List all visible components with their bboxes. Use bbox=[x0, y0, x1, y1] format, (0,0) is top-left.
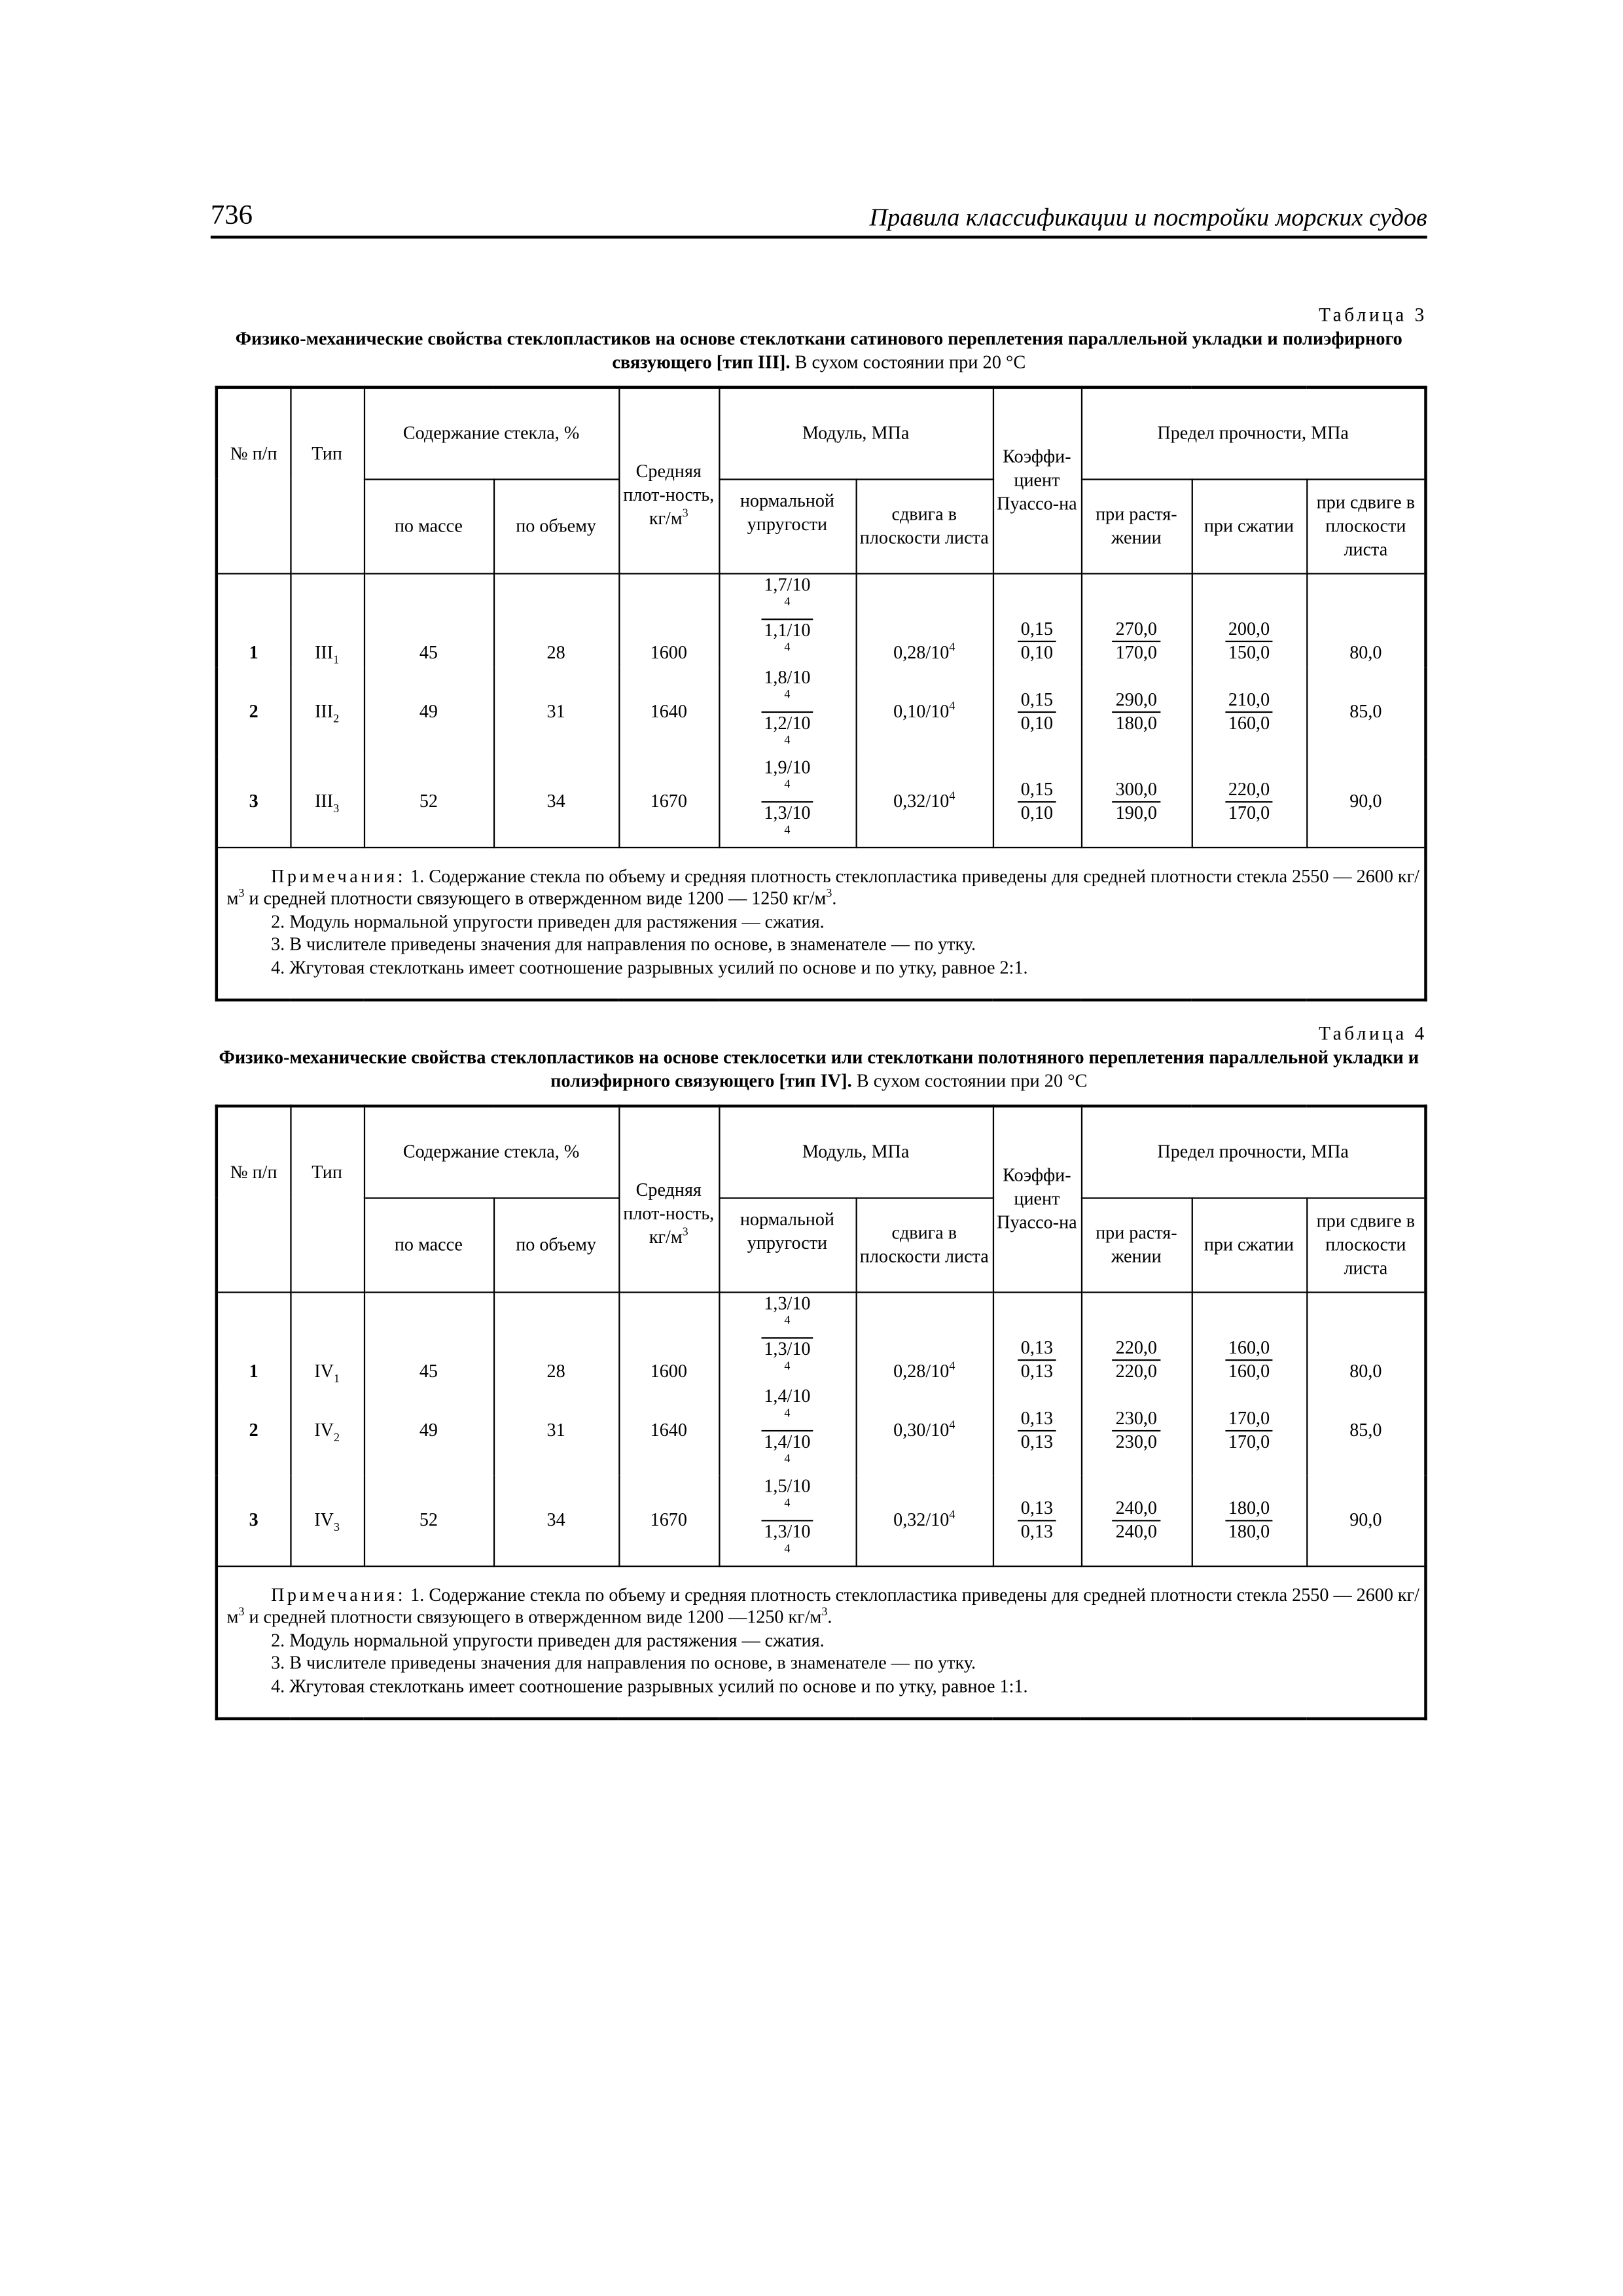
cell-compression bbox=[1192, 666, 1307, 756]
tension-num: 220,0 bbox=[1113, 1336, 1160, 1360]
page-header bbox=[211, 198, 1427, 239]
cell-shear-strength: 85,0 bbox=[1306, 666, 1425, 756]
notes-label: Примечания: bbox=[271, 865, 406, 886]
cell-poisson bbox=[993, 666, 1081, 756]
cell-mass: 45 bbox=[364, 573, 493, 666]
row-num: 1 bbox=[217, 1291, 291, 1385]
col-modulus: Модуль, МПа bbox=[719, 1106, 993, 1198]
col-density: Средняя плот-ность, $кг/м^3$ bbox=[618, 387, 719, 573]
col-modulus: Модуль, МПа bbox=[719, 387, 993, 479]
cell-volume: 31 bbox=[493, 1385, 618, 1475]
row-num: 3 bbox=[217, 1475, 291, 1566]
cell-tension bbox=[1081, 573, 1192, 666]
cell-density: 1640 bbox=[618, 666, 719, 756]
tension-num: 240,0 bbox=[1113, 1497, 1160, 1520]
col-type: Тип bbox=[290, 387, 364, 573]
row-type bbox=[290, 573, 364, 666]
normal-den: 1,1/10 bbox=[764, 619, 811, 640]
normal-num: 1,3/10 bbox=[764, 1292, 811, 1314]
cell-compression bbox=[1192, 1475, 1307, 1566]
row-type bbox=[290, 666, 364, 756]
poisson-den: 0,10 bbox=[1020, 711, 1054, 733]
poisson-den: 0,13 bbox=[1020, 1520, 1054, 1541]
table-row bbox=[217, 1385, 1426, 1475]
row-type bbox=[290, 1291, 364, 1385]
cell-shear-modulus: $0,30/10^4$ bbox=[856, 1385, 993, 1475]
col-glass: Содержание стекла, % bbox=[364, 1106, 618, 1198]
cell-shear-modulus: $0,32/10^4$ bbox=[856, 756, 993, 846]
normal-num: 1,4/10 bbox=[764, 1385, 811, 1406]
comp-den: 170,0 bbox=[1228, 802, 1270, 823]
col-compression: при сжатии bbox=[1192, 478, 1307, 573]
properties-table bbox=[215, 1105, 1427, 1719]
density-label: Средняя плот-ность, bbox=[623, 461, 715, 506]
row-type bbox=[290, 756, 364, 846]
shear-val: 0,30/10 bbox=[893, 1420, 950, 1441]
type-name: III bbox=[315, 701, 334, 722]
tension-den: 180,0 bbox=[1115, 711, 1157, 733]
cell-tension bbox=[1081, 756, 1192, 846]
cell-poisson bbox=[993, 756, 1081, 846]
cell-poisson bbox=[993, 1385, 1081, 1475]
shear-val: 0,28/10 bbox=[893, 641, 950, 662]
density-unit: кг/м bbox=[649, 1227, 683, 1248]
notes-label: Примечания: bbox=[271, 1584, 406, 1605]
cell-compression bbox=[1192, 573, 1307, 666]
type-sub: 2 bbox=[333, 1431, 340, 1444]
col-by-mass: по массе bbox=[364, 1197, 493, 1291]
cell-mass: 49 bbox=[364, 1385, 493, 1475]
poisson-num: 0,13 bbox=[1018, 1497, 1056, 1520]
cell-normal-modulus: 1,9/10 $^4$ 1,3/10 $^4$ bbox=[719, 756, 855, 846]
col-by-volume: по объему bbox=[493, 478, 618, 573]
normal-num: 1,7/10 bbox=[764, 573, 811, 594]
col-poisson: Коэффи-циент Пуассо-на bbox=[993, 387, 1081, 573]
row-num: 1 bbox=[217, 573, 291, 666]
cell-mass: 49 bbox=[364, 666, 493, 756]
table-row bbox=[217, 573, 1426, 666]
row-type bbox=[290, 1385, 364, 1475]
note-2: 2. Модуль нормальной упругости приведен для растяжения — сжатия. bbox=[271, 1629, 825, 1651]
row-num: 2 bbox=[217, 1385, 291, 1475]
cell-shear-modulus: $0,28/10^4$ bbox=[856, 573, 993, 666]
type-name: IV bbox=[314, 1509, 334, 1530]
note-4: 4. Жгутовая стеклоткань имеет соотношение разрывных усилий по основе и по утку, равное 1:1. bbox=[271, 1675, 1028, 1696]
poisson-num: 0,13 bbox=[1018, 1336, 1056, 1360]
normal-den: 1,3/10 bbox=[764, 1338, 811, 1359]
caption-bold: Физико-механические свойства стеклопластиков на основе стеклоткани сатинового переплетения параллельной укладки и полиэфирного связующего [тип III]. bbox=[235, 328, 1402, 373]
tension-den: 190,0 bbox=[1115, 802, 1157, 823]
cell-compression bbox=[1192, 756, 1307, 846]
cell-poisson bbox=[993, 1475, 1081, 1566]
poisson-den: 0,13 bbox=[1020, 1360, 1054, 1381]
running-title: Правила классификации и постройки морских судов bbox=[869, 203, 1427, 232]
cell-volume: 31 bbox=[493, 666, 618, 756]
caption-conditions: В сухом состоянии при 20 °С bbox=[851, 1070, 1088, 1092]
table-notes: Примечания: 1. Содержание стекла по объему и средняя плотность стеклопластика приведены для средней плотности стекла 2550 — 2600 $кг/м^3$ и средней плотности связующего в отвержденном виде 1200 — 1250 $кг/м^3$. 2. Модуль нормальной упругости приведен для растяжения — сжатия. 3. В числителе приведены значения для направления по основе, в знаменателе — по утку. 4. Жгутовая стеклоткань имеет соотношение разрывных усилий по основе и по утку, равное 2:1. bbox=[217, 847, 1426, 999]
page-number: 736 bbox=[210, 200, 253, 232]
poisson-num: 0,13 bbox=[1018, 1407, 1056, 1431]
shear-val: 0,28/10 bbox=[893, 1360, 950, 1381]
type-name: IV bbox=[314, 1420, 334, 1441]
normal-den: 1,2/10 bbox=[764, 711, 811, 733]
table-row bbox=[217, 666, 1426, 756]
note-1b: и средней плотности связующего в отвержденном виде 1200 — 1250 кг/м bbox=[244, 888, 827, 909]
cell-volume: 28 bbox=[493, 573, 618, 666]
cell-volume: 34 bbox=[493, 756, 618, 846]
cell-mass: 45 bbox=[364, 1291, 493, 1385]
comp-den: 160,0 bbox=[1228, 1360, 1270, 1381]
comp-num: 180,0 bbox=[1225, 1497, 1272, 1520]
tension-den: 170,0 bbox=[1115, 641, 1157, 662]
col-tension: при растя-жении bbox=[1081, 1197, 1192, 1291]
cell-volume: 28 bbox=[493, 1291, 618, 1385]
col-strength: Предел прочности, МПа bbox=[1081, 1106, 1426, 1198]
table-row bbox=[217, 1291, 1426, 1385]
poisson-den: 0,13 bbox=[1020, 1431, 1054, 1452]
cell-normal-modulus: 1,3/10 $^4$ 1,3/10 $^4$ bbox=[719, 1291, 855, 1385]
comp-den: 180,0 bbox=[1228, 1520, 1270, 1541]
col-by-mass: по массе bbox=[364, 478, 493, 573]
col-density: Средняя плот-ность, $кг/м^3$ bbox=[618, 1106, 719, 1292]
type-name: III bbox=[315, 641, 334, 662]
table-row bbox=[217, 756, 1426, 846]
type-sub: 1 bbox=[333, 1371, 340, 1385]
col-shear: сдвига в плоскости листа bbox=[856, 478, 993, 573]
poisson-num: 0,15 bbox=[1018, 618, 1056, 641]
properties-table bbox=[215, 386, 1427, 1001]
col-shear-strength: при сдвиге в плоскости листа bbox=[1306, 478, 1425, 573]
type-name: III bbox=[315, 791, 334, 812]
cell-density: 1600 bbox=[618, 573, 719, 666]
col-num: № п/п bbox=[217, 1106, 291, 1292]
cell-normal-modulus: 1,5/10 $^4$ 1,3/10 $^4$ bbox=[719, 1475, 855, 1566]
tension-den: 220,0 bbox=[1115, 1360, 1157, 1381]
col-shear: сдвига в плоскости листа bbox=[856, 1197, 993, 1291]
cell-normal-modulus: 1,8/10 $^4$ 1,2/10 $^4$ bbox=[719, 666, 855, 756]
normal-den: 1,4/10 bbox=[764, 1431, 811, 1452]
cell-shear-modulus: $0,28/10^4$ bbox=[856, 1291, 993, 1385]
col-glass: Содержание стекла, % bbox=[364, 387, 618, 479]
type-sub: 1 bbox=[333, 652, 340, 666]
comp-num: 160,0 bbox=[1225, 1336, 1272, 1360]
note-3: 3. В числителе приведены значения для направления по основе, в знаменателе — по утку. bbox=[271, 933, 976, 955]
tension-den: 240,0 bbox=[1115, 1520, 1157, 1541]
cell-volume: 34 bbox=[493, 1475, 618, 1566]
cell-shear-strength: 90,0 bbox=[1306, 756, 1425, 846]
normal-num: 1,8/10 bbox=[764, 666, 811, 687]
tension-num: 270,0 bbox=[1113, 618, 1160, 641]
caption-bold: Физико-механические свойства стеклопластиков на основе стеклосетки или стеклоткани полотняного переплетения параллельной укладки и полиэфирного связующего [тип IV]. bbox=[219, 1047, 1419, 1092]
col-num: № п/п bbox=[217, 387, 291, 573]
tension-num: 290,0 bbox=[1113, 689, 1160, 712]
tension-num: 230,0 bbox=[1113, 1407, 1160, 1431]
tension-den: 230,0 bbox=[1115, 1431, 1157, 1452]
cell-tension bbox=[1081, 1475, 1192, 1566]
note-1a: 1. Содержание стекла по объему и средняя плотность стеклопластика приведены для средней плотности стекла 2550 — 2600 кг/м bbox=[226, 1584, 1419, 1628]
comp-num: 210,0 bbox=[1225, 689, 1272, 712]
cell-poisson bbox=[993, 1291, 1081, 1385]
cell-compression bbox=[1192, 1385, 1307, 1475]
comp-den: 160,0 bbox=[1228, 711, 1270, 733]
comp-num: 170,0 bbox=[1225, 1407, 1272, 1431]
poisson-den: 0,10 bbox=[1020, 802, 1054, 823]
col-strength: Предел прочности, МПа bbox=[1081, 387, 1426, 479]
normal-den: 1,3/10 bbox=[764, 802, 811, 823]
normal-num: 1,5/10 bbox=[764, 1475, 811, 1496]
cell-shear-modulus: $0,10/10^4$ bbox=[856, 666, 993, 756]
cell-density: 1600 bbox=[618, 1291, 719, 1385]
note-1b: и средней плотности связующего в отвержденном виде 1200 —1250 кг/м bbox=[244, 1606, 822, 1628]
table-caption bbox=[192, 1046, 1446, 1093]
note-4: 4. Жгутовая стеклоткань имеет соотношение разрывных усилий по основе и по утку, равное 2:1. bbox=[271, 956, 1028, 978]
cell-shear-strength: 80,0 bbox=[1306, 1291, 1425, 1385]
shear-val: 0,10/10 bbox=[893, 701, 950, 722]
cell-density: 1640 bbox=[618, 1385, 719, 1475]
col-tension: при растя-жении bbox=[1081, 478, 1192, 573]
cell-shear-modulus: $0,32/10^4$ bbox=[856, 1475, 993, 1566]
row-type bbox=[290, 1475, 364, 1566]
cell-compression bbox=[1192, 1291, 1307, 1385]
comp-num: 200,0 bbox=[1225, 618, 1272, 641]
row-num: 2 bbox=[217, 666, 291, 756]
poisson-num: 0,15 bbox=[1018, 689, 1056, 712]
caption-conditions: В сухом состоянии при 20 °С bbox=[790, 351, 1026, 373]
table-label: Таблица 3 bbox=[1319, 303, 1427, 326]
tension-num: 300,0 bbox=[1113, 778, 1160, 802]
normal-den: 1,3/10 bbox=[764, 1520, 811, 1541]
table-row bbox=[217, 1475, 1426, 1566]
cell-shear-strength: 80,0 bbox=[1306, 573, 1425, 666]
table-notes: Примечания: 1. Содержание стекла по объему и средняя плотность стеклопластика приведены для средней плотности стекла 2550 — 2600 $кг/м^3$ и средней плотности связующего в отвержденном виде 1200 —1250 $кг/м^3$. 2. Модуль нормальной упругости приведен для растяжения — сжатия. 3. В числителе приведены значения для направления по основе, в знаменателе — по утку. 4. Жгутовая стеклоткань имеет соотношение разрывных усилий по основе и по утку, равное 1:1. bbox=[217, 1566, 1426, 1718]
shear-val: 0,32/10 bbox=[893, 791, 950, 812]
type-name: IV bbox=[314, 1360, 334, 1381]
density-unit: кг/м bbox=[649, 508, 683, 529]
cell-shear-strength: 85,0 bbox=[1306, 1385, 1425, 1475]
cell-poisson bbox=[993, 573, 1081, 666]
table-caption bbox=[192, 327, 1446, 374]
density-label: Средняя плот-ность, bbox=[623, 1179, 715, 1225]
comp-num: 220,0 bbox=[1225, 778, 1272, 802]
cell-tension bbox=[1081, 1291, 1192, 1385]
cell-density: 1670 bbox=[618, 1475, 719, 1566]
note-2: 2. Модуль нормальной упругости приведен для растяжения — сжатия. bbox=[271, 910, 825, 932]
cell-density: 1670 bbox=[618, 756, 719, 846]
col-by-volume: по объему bbox=[493, 1197, 618, 1291]
normal-num: 1,9/10 bbox=[764, 756, 811, 777]
table-label: Таблица 4 bbox=[1319, 1022, 1427, 1045]
row-num: 3 bbox=[217, 756, 291, 846]
type-sub: 3 bbox=[333, 1520, 340, 1534]
cell-shear-strength: 90,0 bbox=[1306, 1475, 1425, 1566]
poisson-den: 0,10 bbox=[1020, 641, 1054, 662]
cell-tension bbox=[1081, 1385, 1192, 1475]
cell-tension bbox=[1081, 666, 1192, 756]
col-poisson: Коэффи-циент Пуассо-на bbox=[993, 1106, 1081, 1292]
cell-mass: 52 bbox=[364, 756, 493, 846]
note-3: 3. В числителе приведены значения для направления по основе, в знаменателе — по утку. bbox=[271, 1652, 976, 1674]
col-type: Тип bbox=[290, 1106, 364, 1292]
col-shear-strength: при сдвиге в плоскости листа bbox=[1306, 1197, 1425, 1291]
comp-den: 150,0 bbox=[1228, 641, 1270, 662]
note-1a: 1. Содержание стекла по объему и средняя плотность стеклопластика приведены для средней плотности стекла 2550 — 2600 кг/м bbox=[226, 865, 1419, 909]
type-sub: 2 bbox=[333, 711, 340, 726]
cell-mass: 52 bbox=[364, 1475, 493, 1566]
poisson-num: 0,15 bbox=[1018, 778, 1056, 802]
cell-normal-modulus: 1,4/10 $^4$ 1,4/10 $^4$ bbox=[719, 1385, 855, 1475]
cell-normal-modulus: 1,7/10 $^4$ 1,1/10 $^4$ bbox=[719, 573, 855, 666]
col-normal: нормальной упругости bbox=[719, 478, 855, 573]
shear-val: 0,32/10 bbox=[893, 1509, 950, 1530]
col-normal: нормальной упругости bbox=[719, 1197, 855, 1291]
col-compression: при сжатии bbox=[1192, 1197, 1307, 1291]
comp-den: 170,0 bbox=[1228, 1431, 1270, 1452]
type-sub: 3 bbox=[333, 802, 340, 816]
